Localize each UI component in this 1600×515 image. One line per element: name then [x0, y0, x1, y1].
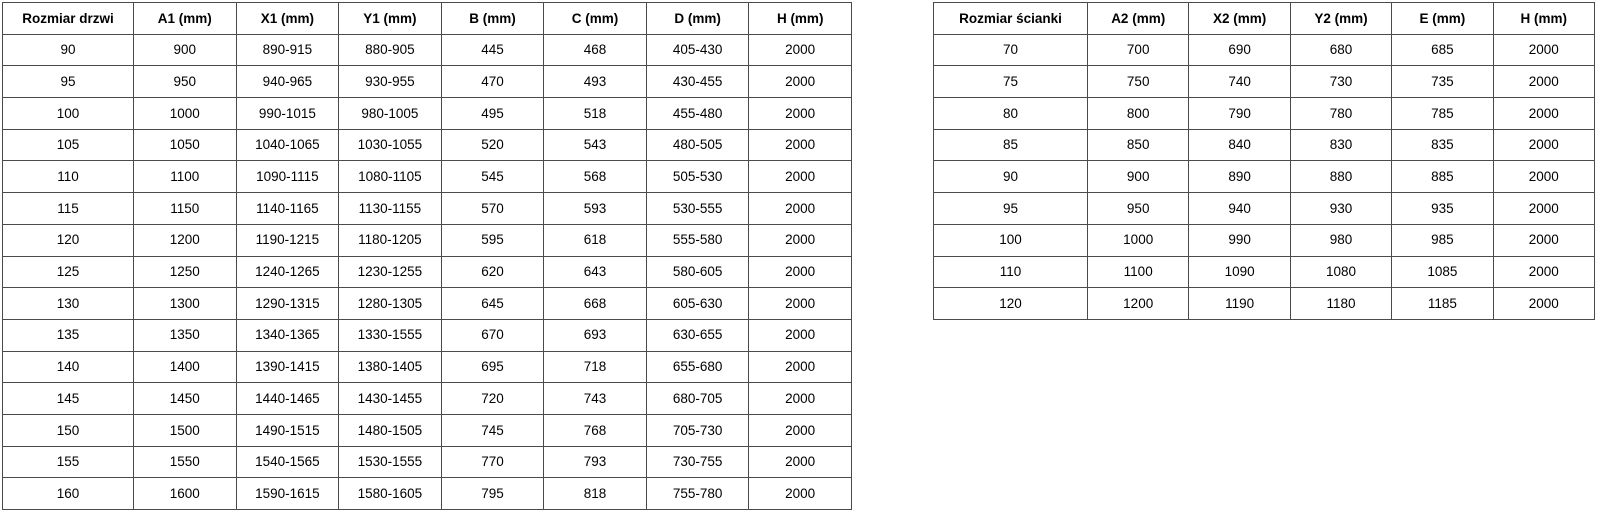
table-cell: 530-555	[646, 193, 749, 225]
table-cell: 2000	[749, 224, 852, 256]
table-row	[3, 256, 852, 288]
column-header: B (mm)	[441, 3, 544, 35]
table-cell: 1200	[134, 224, 237, 256]
table-cell: 990	[1189, 224, 1290, 256]
table-cell: 2000	[1493, 98, 1594, 130]
table-cell: 950	[134, 66, 237, 98]
column-header: H (mm)	[749, 3, 852, 35]
table-cell: 1400	[134, 351, 237, 383]
table-cell: 2000	[1493, 161, 1594, 193]
table-row	[934, 34, 1595, 66]
table-cell: 680	[1290, 34, 1391, 66]
door-sizes-table	[2, 2, 852, 510]
table-cell: 790	[1189, 98, 1290, 130]
table-cell: 645	[441, 288, 544, 320]
table-cell: 2000	[1493, 256, 1594, 288]
table-cell: 70	[934, 34, 1088, 66]
table-cell: 800	[1088, 98, 1189, 130]
table-cell: 1450	[134, 383, 237, 415]
table-cell: 495	[441, 98, 544, 130]
table-cell: 793	[544, 446, 647, 478]
table-row	[3, 34, 852, 66]
table-cell: 100	[934, 224, 1088, 256]
table-cell: 2000	[749, 34, 852, 66]
wall-panel-sizes-table	[933, 2, 1595, 320]
table-cell: 1100	[1088, 256, 1189, 288]
table-cell: 468	[544, 34, 647, 66]
table-cell: 630-655	[646, 319, 749, 351]
table-cell: 110	[3, 161, 134, 193]
table-cell: 830	[1290, 129, 1391, 161]
table-cell: 1290-1315	[236, 288, 339, 320]
table-cell: 570	[441, 193, 544, 225]
table-cell: 1150	[134, 193, 237, 225]
header-row	[934, 3, 1595, 35]
table-cell: 1000	[1088, 224, 1189, 256]
table-cell: 693	[544, 319, 647, 351]
table-cell: 620	[441, 256, 544, 288]
table-cell: 520	[441, 129, 544, 161]
table-cell: 990-1015	[236, 98, 339, 130]
table-cell: 900	[134, 34, 237, 66]
table-row	[3, 193, 852, 225]
table-cell: 1085	[1392, 256, 1493, 288]
table-cell: 2000	[749, 351, 852, 383]
table-cell: 835	[1392, 129, 1493, 161]
table-cell: 1550	[134, 446, 237, 478]
table-cell: 95	[3, 66, 134, 98]
table-row	[3, 288, 852, 320]
table-cell: 1390-1415	[236, 351, 339, 383]
table-cell: 120	[934, 288, 1088, 320]
table-cell: 1190-1215	[236, 224, 339, 256]
table-cell: 985	[1392, 224, 1493, 256]
table-cell: 940-965	[236, 66, 339, 98]
table-row	[3, 319, 852, 351]
table-cell: 618	[544, 224, 647, 256]
table-cell: 880-905	[339, 34, 442, 66]
table-cell: 1200	[1088, 288, 1189, 320]
table-cell: 160	[3, 478, 134, 510]
table-cell: 1280-1305	[339, 288, 442, 320]
table-cell: 880	[1290, 161, 1391, 193]
table-cell: 1440-1465	[236, 383, 339, 415]
table-cell: 2000	[749, 129, 852, 161]
table-cell: 1330-1555	[339, 319, 442, 351]
table-cell: 145	[3, 383, 134, 415]
table-cell: 1240-1265	[236, 256, 339, 288]
table-cell: 1080-1105	[339, 161, 442, 193]
table-cell: 690	[1189, 34, 1290, 66]
header-row	[3, 3, 852, 35]
table-cell: 2000	[1493, 224, 1594, 256]
table-cell: 115	[3, 193, 134, 225]
table-cell: 890-915	[236, 34, 339, 66]
table-cell: 1380-1405	[339, 351, 442, 383]
table-cell: 518	[544, 98, 647, 130]
table-cell: 455-480	[646, 98, 749, 130]
table-cell: 940	[1189, 193, 1290, 225]
table-cell: 850	[1088, 129, 1189, 161]
table-cell: 75	[934, 66, 1088, 98]
table-row	[934, 98, 1595, 130]
table-cell: 2000	[749, 256, 852, 288]
table-cell: 770	[441, 446, 544, 478]
column-header: D (mm)	[646, 3, 749, 35]
table-row	[3, 478, 852, 510]
table-cell: 2000	[749, 446, 852, 478]
table-cell: 1050	[134, 129, 237, 161]
table-row	[934, 224, 1595, 256]
table-row	[934, 288, 1595, 320]
table-cell: 80	[934, 98, 1088, 130]
table-cell: 493	[544, 66, 647, 98]
column-header: Y2 (mm)	[1290, 3, 1391, 35]
table-cell: 730-755	[646, 446, 749, 478]
table-cell: 1180	[1290, 288, 1391, 320]
table-row	[934, 66, 1595, 98]
table-cell: 2000	[1493, 129, 1594, 161]
table-cell: 980	[1290, 224, 1391, 256]
table-cell: 670	[441, 319, 544, 351]
table-row	[934, 193, 1595, 225]
table-cell: 110	[934, 256, 1088, 288]
column-header: A1 (mm)	[134, 3, 237, 35]
table-cell: 1580-1605	[339, 478, 442, 510]
table-cell: 90	[3, 34, 134, 66]
table-cell: 735	[1392, 66, 1493, 98]
door-sizes-table-header	[3, 3, 852, 35]
table-cell: 2000	[1493, 193, 1594, 225]
table-cell: 1090	[1189, 256, 1290, 288]
table-cell: 768	[544, 414, 647, 446]
table-cell: 930-955	[339, 66, 442, 98]
table-cell: 90	[934, 161, 1088, 193]
table-row	[3, 224, 852, 256]
table-cell: 2000	[749, 478, 852, 510]
table-cell: 935	[1392, 193, 1493, 225]
table-cell: 700	[1088, 34, 1189, 66]
table-cell: 580-605	[646, 256, 749, 288]
column-header: E (mm)	[1392, 3, 1493, 35]
column-header: Rozmiar drzwi	[3, 3, 134, 35]
table-cell: 2000	[749, 414, 852, 446]
table-cell: 120	[3, 224, 134, 256]
table-cell: 1530-1555	[339, 446, 442, 478]
table-cell: 405-430	[646, 34, 749, 66]
table-cell: 900	[1088, 161, 1189, 193]
table-cell: 643	[544, 256, 647, 288]
table-cell: 1540-1565	[236, 446, 339, 478]
table-cell: 743	[544, 383, 647, 415]
table-cell: 1185	[1392, 288, 1493, 320]
table-cell: 950	[1088, 193, 1189, 225]
table-cell: 505-530	[646, 161, 749, 193]
table-cell: 718	[544, 351, 647, 383]
table-cell: 85	[934, 129, 1088, 161]
table-cell: 568	[544, 161, 647, 193]
table-cell: 1140-1165	[236, 193, 339, 225]
table-cell: 745	[441, 414, 544, 446]
table-cell: 750	[1088, 66, 1189, 98]
table-cell: 695	[441, 351, 544, 383]
table-cell: 1090-1115	[236, 161, 339, 193]
wall-panel-sizes-table-header	[934, 3, 1595, 35]
table-row	[3, 351, 852, 383]
table-cell: 2000	[1493, 34, 1594, 66]
table-cell: 1500	[134, 414, 237, 446]
table-cell: 1100	[134, 161, 237, 193]
door-sizes-table-body	[3, 34, 852, 509]
table-cell: 795	[441, 478, 544, 510]
column-header: X2 (mm)	[1189, 3, 1290, 35]
table-cell: 720	[441, 383, 544, 415]
table-cell: 705-730	[646, 414, 749, 446]
table-cell: 1040-1065	[236, 129, 339, 161]
table-cell: 480-505	[646, 129, 749, 161]
column-header: A2 (mm)	[1088, 3, 1189, 35]
column-header: H (mm)	[1493, 3, 1594, 35]
table-cell: 155	[3, 446, 134, 478]
table-row	[934, 256, 1595, 288]
table-cell: 2000	[749, 66, 852, 98]
table-cell: 1430-1455	[339, 383, 442, 415]
table-cell: 2000	[749, 383, 852, 415]
table-cell: 135	[3, 319, 134, 351]
table-cell: 2000	[749, 319, 852, 351]
table-cell: 980-1005	[339, 98, 442, 130]
table-cell: 430-455	[646, 66, 749, 98]
column-header: X1 (mm)	[236, 3, 339, 35]
table-cell: 1600	[134, 478, 237, 510]
table-cell: 780	[1290, 98, 1391, 130]
table-cell: 740	[1189, 66, 1290, 98]
table-row	[3, 383, 852, 415]
table-cell: 655-680	[646, 351, 749, 383]
table-cell: 130	[3, 288, 134, 320]
table-cell: 1130-1155	[339, 193, 442, 225]
table-cell: 1350	[134, 319, 237, 351]
table-cell: 818	[544, 478, 647, 510]
table-cell: 680-705	[646, 383, 749, 415]
table-cell: 100	[3, 98, 134, 130]
table-cell: 105	[3, 129, 134, 161]
table-cell: 1080	[1290, 256, 1391, 288]
column-header: Y1 (mm)	[339, 3, 442, 35]
column-header: C (mm)	[544, 3, 647, 35]
table-cell: 1190	[1189, 288, 1290, 320]
table-row	[3, 98, 852, 130]
table-cell: 2000	[1493, 288, 1594, 320]
table-cell: 785	[1392, 98, 1493, 130]
table-cell: 1340-1365	[236, 319, 339, 351]
table-cell: 543	[544, 129, 647, 161]
table-cell: 2000	[749, 288, 852, 320]
table-cell: 150	[3, 414, 134, 446]
table-row	[3, 414, 852, 446]
table-row	[3, 129, 852, 161]
table-cell: 1590-1615	[236, 478, 339, 510]
table-cell: 668	[544, 288, 647, 320]
table-cell: 593	[544, 193, 647, 225]
table-cell: 930	[1290, 193, 1391, 225]
table-cell: 1030-1055	[339, 129, 442, 161]
table-cell: 840	[1189, 129, 1290, 161]
table-cell: 890	[1189, 161, 1290, 193]
table-cell: 730	[1290, 66, 1391, 98]
table-cell: 1480-1505	[339, 414, 442, 446]
table-cell: 1230-1255	[339, 256, 442, 288]
table-cell: 125	[3, 256, 134, 288]
table-cell: 140	[3, 351, 134, 383]
table-row	[3, 66, 852, 98]
table-cell: 1000	[134, 98, 237, 130]
table-row	[934, 129, 1595, 161]
table-cell: 1300	[134, 288, 237, 320]
table-cell: 1490-1515	[236, 414, 339, 446]
table-cell: 685	[1392, 34, 1493, 66]
table-row	[934, 161, 1595, 193]
table-cell: 470	[441, 66, 544, 98]
table-cell: 595	[441, 224, 544, 256]
table-cell: 2000	[749, 193, 852, 225]
table-cell: 755-780	[646, 478, 749, 510]
wall-panel-sizes-table-body	[934, 34, 1595, 319]
table-cell: 1250	[134, 256, 237, 288]
table-cell: 555-580	[646, 224, 749, 256]
table-cell: 605-630	[646, 288, 749, 320]
table-row	[3, 161, 852, 193]
column-header: Rozmiar ścianki	[934, 3, 1088, 35]
table-cell: 1180-1205	[339, 224, 442, 256]
table-cell: 2000	[1493, 66, 1594, 98]
table-cell: 2000	[749, 161, 852, 193]
table-cell: 445	[441, 34, 544, 66]
table-cell: 545	[441, 161, 544, 193]
table-cell: 95	[934, 193, 1088, 225]
table-cell: 885	[1392, 161, 1493, 193]
table-row	[3, 446, 852, 478]
table-cell: 2000	[749, 98, 852, 130]
